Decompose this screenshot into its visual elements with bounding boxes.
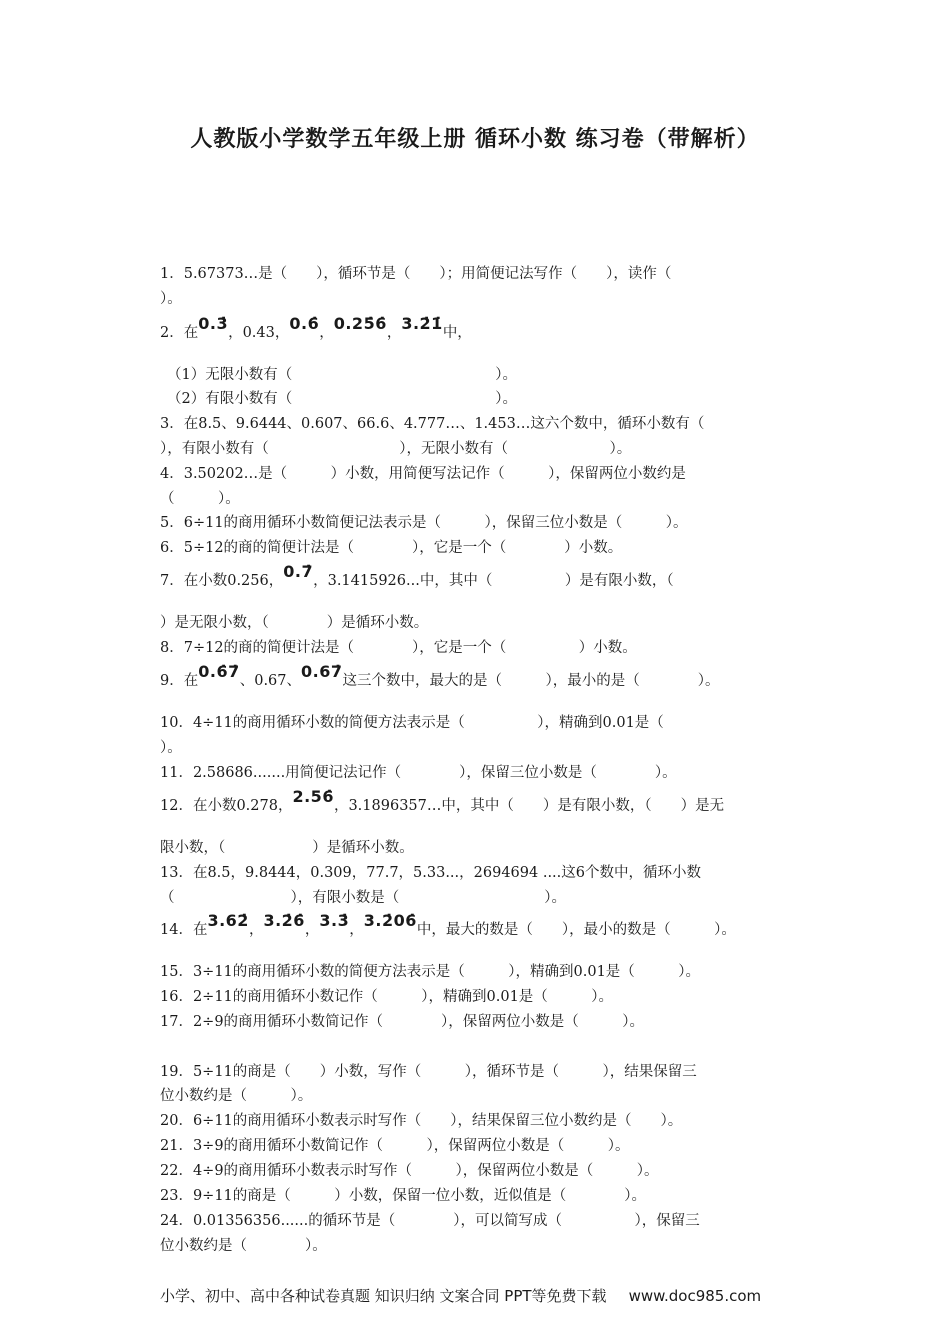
question-7-suffix: ，3.1415926...中，其中（ ）是有限小数，（ xyxy=(313,573,674,589)
question-19-line-1: 19．5÷11的商是（ ）小数，写作（ ），循环节是（ ），结果保留三 xyxy=(160,1064,697,1080)
question-8: 8．7÷12的商的简便计法是（ ），它是一个（ ）小数。 xyxy=(160,640,637,656)
question-2-line xyxy=(160,314,800,342)
question-12-line-1 xyxy=(160,787,800,815)
question-2-part-1: （1）无限小数有（ ）。 xyxy=(167,367,517,383)
question-23: 23．9÷11的商是（ ）小数，保留一位小数，近似值是（ ）。 xyxy=(160,1188,647,1204)
page-title: 人教版小学数学五年级上册 循环小数 练习卷（带解析） xyxy=(190,127,760,152)
question-3-line-1: 3．在8.5、9.6444、0.607、66.6、4.777…、1.453…这六个数中，循环小数有（ xyxy=(160,416,705,432)
repeating-decimal-image: 0.6̇7̇ xyxy=(198,662,240,681)
question-1-line-1: 1．5.67373…是（ ），循环节是（ ）；用简便记法写作（ ），读作（ xyxy=(160,266,672,282)
footer-url[interactable]: www.doc985.com xyxy=(628,1287,762,1305)
question-14-sep: ， xyxy=(304,922,320,938)
question-9-sep: 、0.67、 xyxy=(239,673,302,689)
question-13-line-1: 13．在8.5，9.8444，0.309，77.7，5.33...，2694694 ....这6个数中，循环小数 xyxy=(160,865,702,881)
question-7-line-1 xyxy=(160,562,800,590)
footer-text: 小学、初中、高中各种试卷真题 知识归纳 文案合同 PPT等免费下载 xyxy=(160,1287,607,1305)
question-16: 16．2÷11的商用循环小数记作（ ），精确到0.01是（ ）。 xyxy=(160,989,614,1005)
question-2-part-2: （2）有限小数有（ ）。 xyxy=(167,391,517,407)
question-11: 11．2.58686.......用简便记法记作（ ），保留三位小数是（ ）。 xyxy=(160,765,677,781)
question-14-line xyxy=(160,911,800,939)
repeating-decimal-image: 3.2̇6̇ xyxy=(263,911,305,930)
repeating-decimal-image: 3.2̇06̇ xyxy=(363,911,417,930)
repeating-decimal-image: 0.6̇ xyxy=(289,314,320,333)
question-14-sep: ， xyxy=(248,922,264,938)
repeating-decimal-image: 0.7̇ xyxy=(283,562,314,581)
question-14-suffix: 中，最大的数是（ ），最小的数是（ ）。 xyxy=(416,922,736,938)
question-24-line-1: 24．0.01356356......的循环节是（ ），可以简写成（ ），保留三 xyxy=(160,1213,700,1229)
question-10-line-2: ）。 xyxy=(160,740,182,756)
question-2-prefix: 2．在 xyxy=(160,325,199,341)
question-2-sep: ， xyxy=(319,325,334,341)
question-5: 5．6÷11的商用循环小数简便记法表示是（ ），保留三位小数是（ ）。 xyxy=(160,515,688,531)
repeating-decimal-image: 3.3̇ xyxy=(319,911,350,930)
question-19-line-2: 位小数约是（ ）。 xyxy=(160,1088,313,1104)
repeating-decimal-image: 2.56̇ xyxy=(292,787,334,806)
repeating-decimal-image: 0.25̇6̇ xyxy=(333,314,387,333)
repeating-decimal-image: 3.62̇ xyxy=(207,911,249,930)
page-footer xyxy=(160,1285,761,1306)
repeating-decimal-image: 3.2̇1̇ xyxy=(401,314,443,333)
question-2-suffix: 中， xyxy=(442,325,472,341)
question-14-prefix: 14．在 xyxy=(160,922,208,938)
question-12-prefix: 12．在小数0.278， xyxy=(160,798,293,814)
question-24-line-2: 位小数约是（ ）。 xyxy=(160,1238,327,1254)
question-3-line-2: ），有限小数有（ ），无限小数有（ ）。 xyxy=(160,441,632,457)
question-9-prefix: 9．在 xyxy=(160,673,199,689)
question-4-line-2: （ ）。 xyxy=(160,491,240,507)
question-7-prefix: 7．在小数0.256， xyxy=(160,573,284,589)
question-9-suffix: 这三个数中，最大的是（ ），最小的是（ ）。 xyxy=(342,673,720,689)
question-2-sep: ，0.43， xyxy=(228,325,290,341)
question-2-sep: ， xyxy=(386,325,402,341)
question-9-line xyxy=(160,662,800,690)
question-13-line-2: （ ），有限小数是（ ）。 xyxy=(160,890,566,906)
question-10-line-1: 10．4÷11的商用循环小数的简便方法表示是（ ），精确到0.01是（ xyxy=(160,715,664,731)
question-7-line-2: ）是无限小数，（ ）是循环小数。 xyxy=(160,615,429,631)
question-21: 21．3÷9的商用循环小数简记作（ ），保留两位小数是（ ）。 xyxy=(160,1138,630,1154)
question-17: 17．2÷9的商用循环小数简记作（ ），保留两位小数是（ ）。 xyxy=(160,1014,645,1030)
question-6: 6．5÷12的商的简便计法是（ ），它是一个（ ）小数。 xyxy=(160,540,623,556)
repeating-decimal-image: 0.3̇ xyxy=(198,314,229,333)
question-12-line-2: 限小数，（ ）是循环小数。 xyxy=(160,840,414,856)
question-4-line-1: 4．3.50202…是（ ）小数，用简便写法记作（ ），保留两位小数约是 xyxy=(160,466,686,482)
question-12-suffix: ，3.1896357…中，其中（ ）是有限小数，（ ）是无 xyxy=(333,798,725,814)
question-1-line-2: ）。 xyxy=(160,291,182,307)
question-15: 15．3÷11的商用循环小数的简便方法表示是（ ），精确到0.01是（ ）。 xyxy=(160,964,701,980)
question-20: 20．6÷11的商用循环小数表示时写作（ ），结果保留三位小数约是（ ）。 xyxy=(160,1113,683,1129)
repeating-decimal-image: 0.67̇ xyxy=(301,662,343,681)
question-22: 22．4÷9的商用循环小数表示时写作（ ），保留两位小数是（ ）。 xyxy=(160,1163,659,1179)
question-14-sep: ， xyxy=(349,922,364,938)
